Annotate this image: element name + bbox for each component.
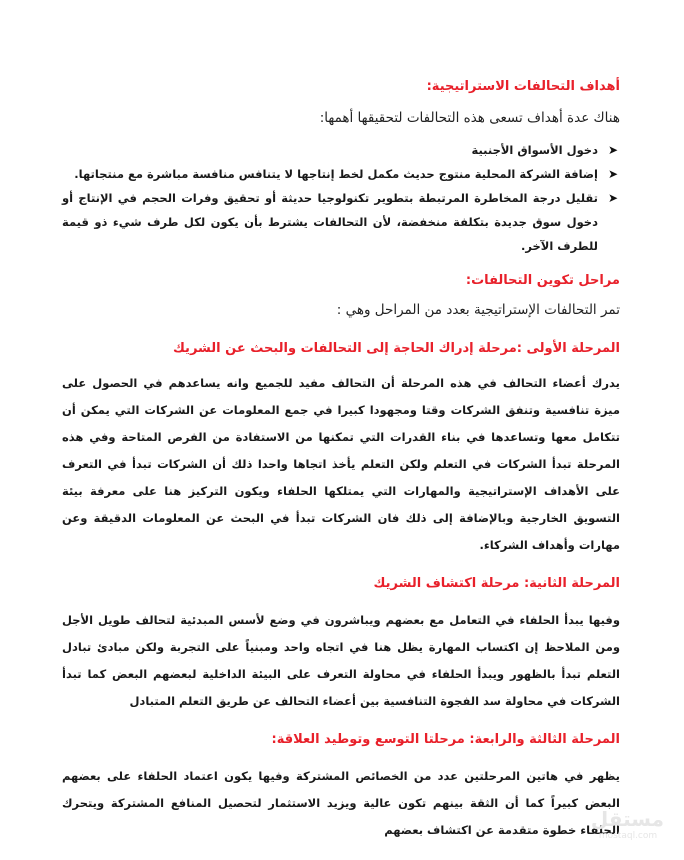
goal-text: دخول الأسواق الأجنبية xyxy=(471,143,598,157)
stages-intro: تمر التحالفات الإستراتيجية بعدد من المراحل وهي : xyxy=(336,302,620,318)
goals-list xyxy=(62,138,620,258)
arrowhead-bullet-icon: ➤ xyxy=(607,191,618,205)
goals-intro: هناك عدة أهداف تسعى هذه التحالفات لتحقيقها أهمها: xyxy=(319,110,620,126)
document-page xyxy=(62,78,620,844)
stages-heading: مراحل تكوين التحالفات: xyxy=(465,273,620,288)
list-item xyxy=(62,138,620,162)
stage34-paragraph: يظهر في هاتين المرحلتين عدد من الخصائص المشتركة وفيها يكون اعتماد الحلفاء على بعضهم البعض كبيراً كما أن الثقة بينهم تكون عالية ويزيد الاستثمار لتحصيل المنافع المشتركة ويتحرك الحلفاء خطوة متقدمة عن اكتشاف بعضهم xyxy=(62,769,620,837)
watermark-arabic: مستقل xyxy=(590,807,664,831)
stage2-heading: المرحلة الثانية: مرحلة اكتشاف الشريك xyxy=(373,576,620,591)
stage34-heading: المرحلة الثالثة والرابعة: مرحلتا التوسع وتوطيد العلاقة: xyxy=(271,732,620,747)
stage2-paragraph: وفيها يبدأ الحلفاء في التعامل مع بعضهم ويباشرون في وضع لأسس المبدئية لتحالف طويل الأجل ومن الملاحظ إن اكتساب المهارة يظل هنا في اتجاه واحد ومبنياً على التجربة ولكن مبادئ تبادل التعلم تبدأ بالظهور ويبدأ الحلفاء في محاولة التعرف على البيئة الداخلية لبعضهم البعض كما تبدأ الشركات في محاولة سد الفجوة التنافسية بين أعضاء التحالف عن طريق التعلم المتبادل xyxy=(62,613,620,708)
list-item xyxy=(62,186,620,258)
document-flow xyxy=(62,78,620,844)
goal-text: تقليل درجة المخاطرة المرتبطة بتطوير تكنولوجيا حديثة أو تحقيق وفرات الحجم في الإنتاج أو دخول سوق جديدة بتكلفة منخفضة، لأن التحالفات يشترط بأن يكون لكل طرف شيء ذو قيمة للطرف الآخر. xyxy=(62,191,598,253)
mostaql-watermark-logo xyxy=(592,808,664,842)
stage1-heading: المرحلة الأولى :مرحلة إدراك الحاجة إلى التحالفات والبحث عن الشريك xyxy=(172,341,620,356)
stage1-paragraph: يدرك أعضاء التحالف في هذه المرحلة أن التحالف مفيد للجميع وانه يساعدهم في الحصول على ميزة تنافسية وتنفق الشركات وقتا ومجهودا كبيرا في جمع المعلومات عن الشركات التي يمكن أن تتكامل معها وتساعدها في بناء القدرات التي تمكنها من الاستفادة من الفرص المتاحة وفي هذه المرحلة تبدأ الشركات في التعلم ولكن التعلم يأخذ اتجاها واحدا ذلك أن الشركات تبدأ في التعرف على الأهداف الإستراتيجية والمهارات التي يمتلكها الحلفاء ويكون التركيز هنا على معرفة بيئة التسويق الخارجية وبالإضافة إلى ذلك فان الشركات تبدأ في البحث عن المعلومات الدقيقة وعن مهارات وأهداف الشركاء. xyxy=(62,376,620,552)
goals-heading: أهداف التحالفات الاستراتيجية: xyxy=(426,79,620,94)
watermark-latin: mostaql.com xyxy=(598,831,658,841)
arrowhead-bullet-icon: ➤ xyxy=(607,143,618,157)
goal-text: إضافة الشركة المحلية منتوج حديث مكمل لخط إنتاجها لا يتنافس منافسة مباشرة مع منتجاتها. xyxy=(74,167,598,181)
arrowhead-bullet-icon: ➤ xyxy=(607,167,618,181)
list-item xyxy=(62,162,620,186)
